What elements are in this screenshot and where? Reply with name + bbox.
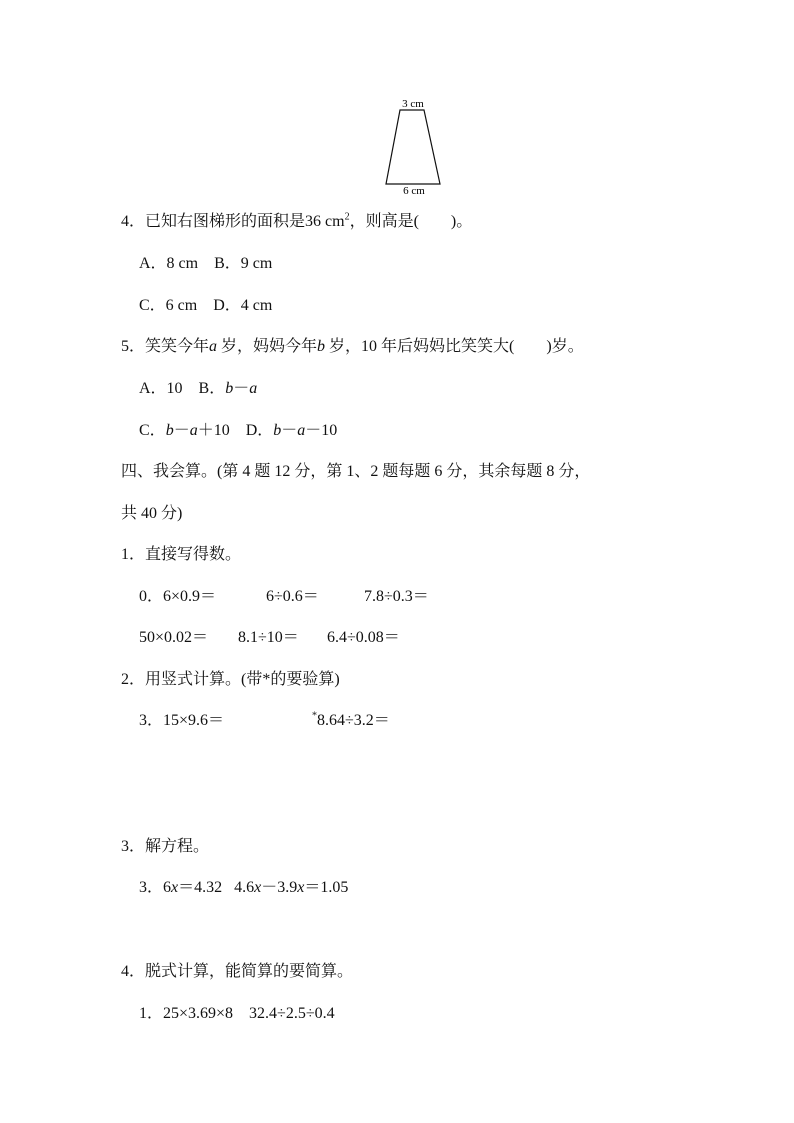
part-2-expr-2: *8.64÷3.2＝ xyxy=(312,710,390,729)
part-1-expr: 50×0.02＝ xyxy=(139,629,209,646)
question-4-options-ab: A．8 cm B．9 cm xyxy=(139,255,273,272)
question-5-options-ab: A．10 B．b－a xyxy=(139,380,258,397)
question-5-options-cd: C．b－a＋10 D．b－a－10 xyxy=(139,422,338,439)
section-4-heading-cont: 共 40 分) xyxy=(121,505,183,522)
part-3-equations: 3．6x＝4.32 4.6x－3.9x＝1.05 xyxy=(139,879,349,896)
part-1-title: 1．直接写得数。 xyxy=(121,546,242,563)
part-4-title: 4．脱式计算，能简算的要简算。 xyxy=(121,963,354,980)
question-5: 5．笑笑今年a 岁，妈妈今年b 岁，10 年后妈妈比笑笑大( )岁。 xyxy=(121,338,584,355)
part-1-expr: 8.1÷10＝ xyxy=(238,629,299,646)
trapezoid-shape xyxy=(386,110,440,184)
part-1-expr: 6.4÷0.08＝ xyxy=(327,629,400,646)
figure-bottom-label: 6 cm xyxy=(403,185,425,197)
part-1-expr: 0．6×0.9＝ xyxy=(139,588,217,605)
question-4-options-cd: C．6 cm D．4 cm xyxy=(139,297,273,314)
part-4-expressions: 1．25×3.69×8 32.4÷2.5÷0.4 xyxy=(139,1005,335,1022)
trapezoid-figure xyxy=(378,96,450,198)
question-4: 4．已知右图梯形的面积是36 $cm^2$，则高是( )。 xyxy=(121,211,473,230)
part-1-expr: 6÷0.6＝ xyxy=(266,588,319,605)
part-1-expr: 7.8÷0.3＝ xyxy=(364,588,429,605)
part-2-title: 2．用竖式计算。(带*的要验算) xyxy=(121,671,340,688)
part-2-expr-1: 3．15×9.6＝ xyxy=(139,712,225,729)
section-4-heading: 四、我会算。(第 4 题 12 分，第 1、2 题每题 6 分，其余每题 8 分， xyxy=(121,463,591,480)
figure-top-label: 3 cm xyxy=(402,98,424,110)
part-3-title: 3．解方程。 xyxy=(121,838,210,855)
